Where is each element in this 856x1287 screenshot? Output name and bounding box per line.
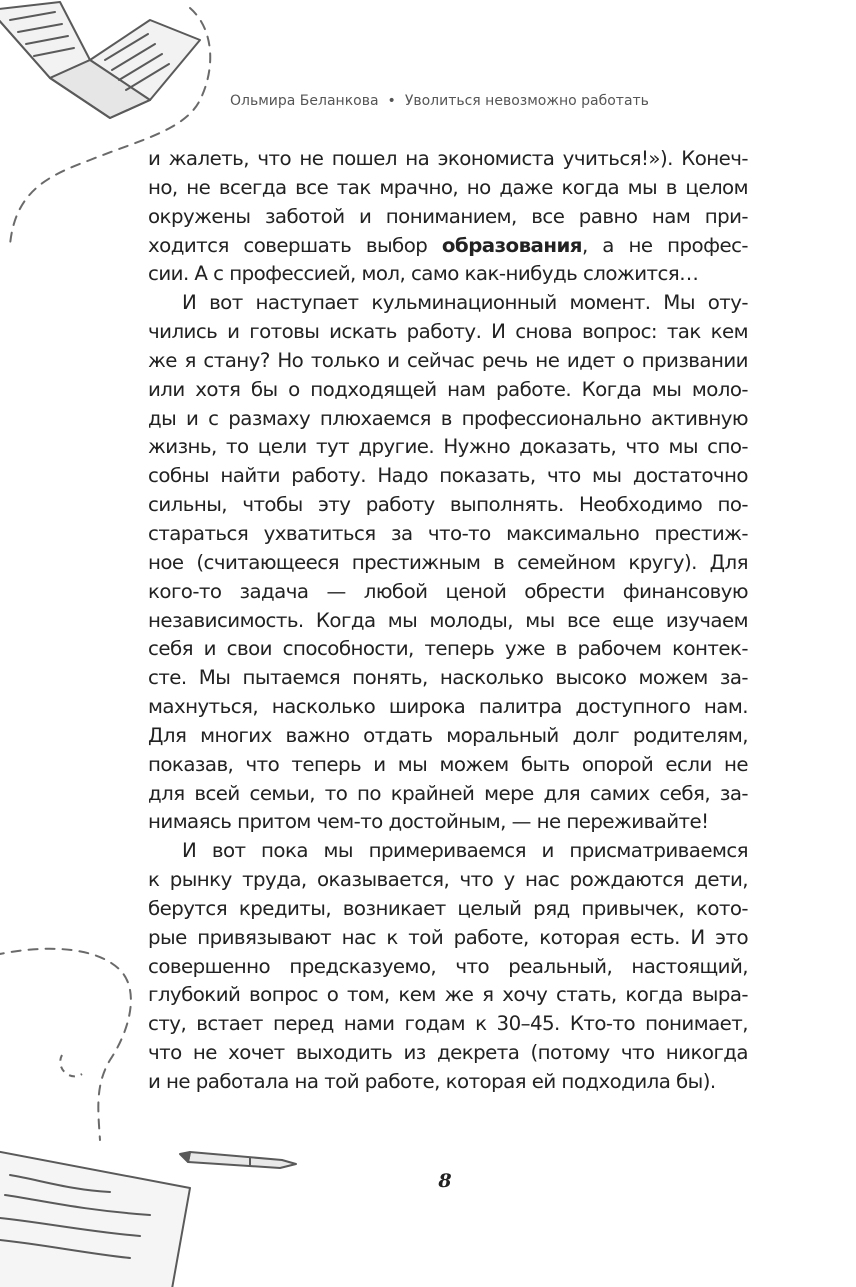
text-line [148, 405, 748, 434]
text-line [148, 347, 748, 376]
text-run: , а не профес- [581, 233, 748, 257]
text-run: же я стану? Но только и сейчас речь не идет о призвании [148, 348, 748, 372]
text-line [148, 924, 748, 953]
text-run: рые привязывают нас к той работе, которая есть. И это [148, 925, 748, 949]
text-run: нимаясь притом чем-то достойным, — не переживайте! [148, 810, 709, 834]
text-run: окружены заботой и пониманием, все равно нам при- [148, 204, 748, 228]
text-line [148, 895, 748, 924]
text-line [148, 693, 748, 722]
text-run: к рынку труда, оказывается, что у нас рождаются дети, [148, 868, 748, 892]
text-run: ходится совершать выбор [148, 233, 442, 257]
text-line [148, 866, 748, 895]
text-line [148, 318, 748, 347]
text-run: сии. А с профессией, мол, само как-нибудь сложится… [148, 262, 699, 286]
text-line [148, 520, 748, 549]
text-run: глубокий вопрос о том, кем же я хочу стать, когда выра- [148, 983, 748, 1007]
text-line [148, 491, 748, 520]
pen-icon [180, 1152, 296, 1168]
open-book-icon [0, 2, 200, 118]
text-line [148, 578, 748, 607]
body-text [148, 145, 748, 1097]
text-run: жизнь, то цели тут другие. Нужно доказать, что мы спо- [148, 435, 748, 459]
text-run: кого-то задача — любой ценой обрести финансовую [148, 579, 748, 603]
page-number: 8 [438, 1170, 452, 1192]
header-book-title: Уволиться невозможно работать [404, 93, 649, 109]
text-run: но, не всегда все так мрачно, но даже когда мы в целом [148, 175, 748, 199]
text-run: Для многих важно отдать моральный долг родителям, [148, 723, 748, 747]
text-run: махнуться, насколько широка палитра доступного нам. [148, 695, 748, 719]
text-run: стараться ухватиться за что-то максимально престиж- [148, 521, 748, 545]
text-line [148, 607, 748, 636]
text-line [148, 780, 748, 809]
text-run: показав, что теперь и мы можем быть опорой если не [148, 752, 748, 776]
text-line [148, 953, 748, 982]
text-run: и жалеть, что не пошел на экономиста учиться!»). Конеч- [148, 147, 748, 170]
text-run: себя и свои способности, теперь уже в рабочем контек- [148, 637, 748, 661]
notepad-icon [0, 1150, 190, 1287]
text-run: сту, встает перед нами годам к 30–45. Кто-то понимает, [148, 1012, 748, 1036]
text-run: И вот наступает кульминационный момент. Мы оту- [182, 291, 748, 315]
text-run: для всей семьи, то по крайней мере для самих себя, за- [148, 781, 748, 805]
text-line [148, 433, 748, 462]
text-line [148, 260, 748, 289]
text-line [148, 635, 748, 664]
text-line [148, 808, 748, 837]
text-line [148, 664, 748, 693]
text-line [148, 1068, 748, 1097]
text-line [148, 145, 748, 174]
running-header [230, 93, 660, 109]
text-line [148, 232, 748, 261]
text-line [148, 289, 748, 318]
text-run: ное (считающееся престижным в семейном кругу). Для [148, 550, 748, 574]
text-run: сте. Мы пытаемся понять, насколько высоко можем за- [148, 666, 748, 690]
text-run: и не работала на той работе, которая ей подходила бы). [148, 1070, 716, 1093]
text-run: чились и готовы искать работу. И снова вопрос: так кем [148, 320, 748, 344]
text-line [148, 203, 748, 232]
text-run: что не хочет выходить из декрета (потому что никогда [148, 1041, 748, 1065]
text-line [148, 981, 748, 1010]
text-run: берутся кредиты, возникает целый ряд привычек, кото- [148, 896, 748, 920]
header-author: Ольмира Беланкова [230, 93, 379, 109]
text-run: ды и с размаху плюхаемся в профессионально активную [148, 406, 748, 430]
text-line [148, 376, 748, 405]
text-run: независимость. Когда мы молоды, мы все еще изучаем [148, 608, 748, 632]
text-run: собны найти работу. Надо показать, что мы достаточно [148, 464, 748, 488]
text-line [148, 462, 748, 491]
text-line [148, 722, 748, 751]
text-run: И вот пока мы примериваемся и присматриваемся [182, 839, 748, 863]
text-line [148, 751, 748, 780]
text-run: совершенно предсказуемо, что реальный, настоящий, [148, 954, 748, 978]
text-line [148, 1010, 748, 1039]
text-run: сильны, чтобы эту работу выполнять. Необходимо по- [148, 493, 748, 517]
dashed-path-icon [0, 949, 131, 1140]
text-line [148, 549, 748, 578]
text-line [148, 174, 748, 203]
header-separator: • [387, 93, 396, 109]
text-run: или хотя бы о подходящей нам работе. Когда мы моло- [148, 377, 748, 401]
text-line [148, 1039, 748, 1068]
bold-term: образования [441, 233, 582, 257]
text-line [148, 837, 748, 866]
